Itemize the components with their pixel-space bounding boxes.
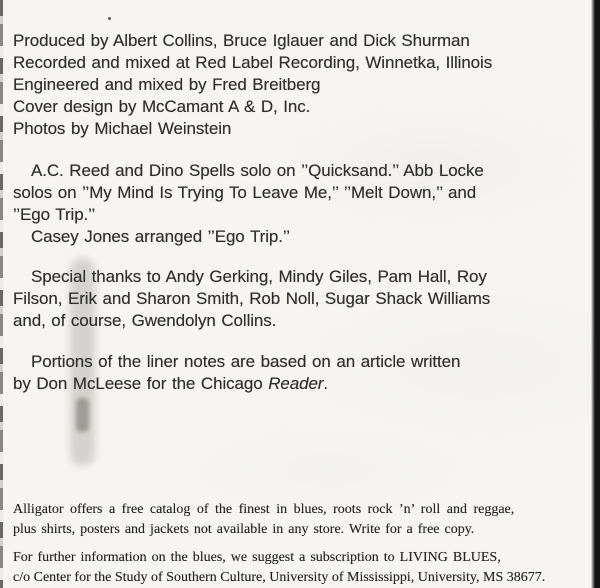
attribution-line-2 — [13, 373, 578, 395]
credits-line-produced: Produced by Albert Collins, Bruce Iglauer and Dick Shurman — [13, 31, 470, 50]
solos-line-1: A.C. Reed and Dino Spells solo on ’’Quicksand.’’ Abb Locke — [31, 161, 484, 180]
scan-smudge-mark — [76, 398, 89, 432]
credits-line-engineered: Engineered and mixed by Fred Breitberg — [13, 75, 321, 94]
thanks-line-2: Filson, Erik and Sharon Smith, Rob Noll, Sugar Shack Williams — [13, 289, 491, 308]
alligator-footer — [13, 500, 591, 588]
scan-edge-left-artifact — [0, 0, 3, 588]
scan-speck — [108, 17, 111, 20]
credits-paragraph — [13, 30, 578, 140]
solos-line-3: ’’Ego Trip.’’ — [13, 205, 96, 224]
solos-paragraph — [13, 160, 578, 248]
attribution-line-1: Portions of the liner notes are based on an article written — [31, 352, 461, 371]
credits-line-recorded: Recorded and mixed at Red Label Recording, Winnetka, Illinois — [13, 53, 493, 72]
solos-line-2: solos on ’’My Mind Is Trying To Leave Me,’’ ’’Melt Down,’’ and — [13, 183, 477, 202]
living-blues-line-2: c/o Center for the Study of Southern Culture, University of Mississippi, University, MS 38677. — [13, 570, 546, 585]
catalog-line-1: Alligator offers a free catalog of the finest in blues, roots rock ’n’ roll and reggae, — [13, 502, 515, 517]
attribution-line-2-text: by Don McLeese for the Chicago — [13, 374, 269, 393]
catalog-line-2: plus shirts, posters and jackets not available in any store. Write for a free copy. — [13, 522, 475, 537]
thanks-line-1: Special thanks to Andy Gerking, Mindy Giles, Pam Hall, Roy — [31, 267, 487, 286]
catalog-paragraph — [13, 500, 591, 540]
chicago-reader-italic: Reader — [268, 374, 324, 393]
solos-line-4: Casey Jones arranged ’’Ego Trip.’’ — [31, 227, 290, 246]
credits-line-photos: Photos by Michael Weinstein — [13, 119, 232, 138]
thanks-line-3: and, of course, Gwendolyn Collins. — [13, 311, 277, 330]
living-blues-line-1: For further information on the blues, we suggest a subscription to LIVING BLUES, — [13, 550, 501, 565]
special-thanks-paragraph — [13, 266, 578, 332]
scan-edge-right-bar — [591, 0, 600, 588]
credits-line-cover: Cover design by McCamant A & D, Inc. — [13, 97, 311, 116]
liner-notes-body — [13, 30, 578, 395]
attribution-paragraph — [13, 351, 578, 395]
attribution-line-2-period: . — [323, 374, 328, 393]
living-blues-paragraph — [13, 548, 591, 588]
